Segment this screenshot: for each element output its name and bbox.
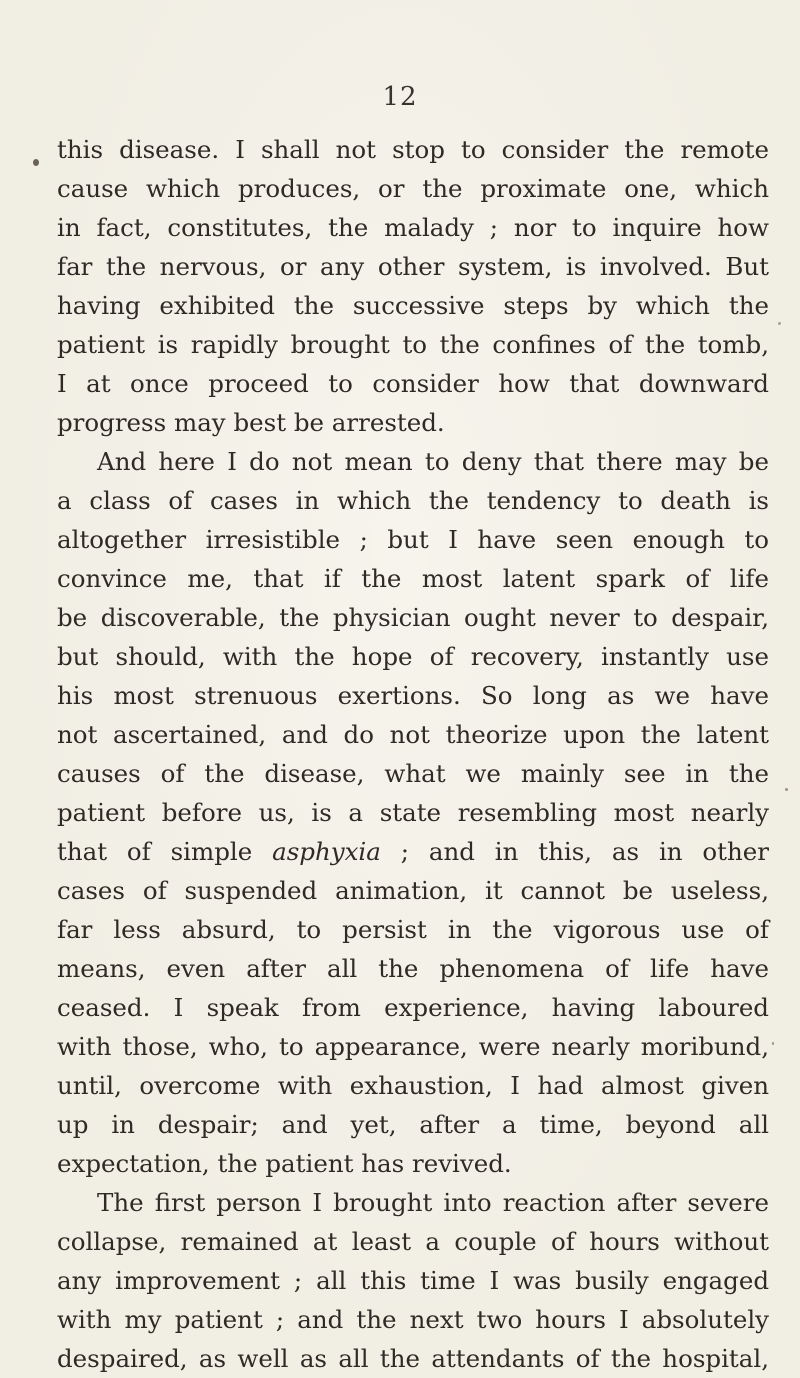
text-line: patient before us, is a state resembling most nearly bbox=[57, 798, 769, 827]
text-line: in fact, constitutes, the malady ; nor to inquire how bbox=[57, 213, 769, 242]
text-line: having exhibited the successive steps by which the bbox=[57, 291, 769, 320]
text-line: not ascertained, and do not theorize upon the latent bbox=[57, 720, 769, 749]
text-line: convince me, that if the most latent spark of life bbox=[57, 564, 769, 593]
text-line: but should, with the hope of recovery, instantly use bbox=[57, 642, 769, 671]
text-line: collapse, remained at least a couple of hours without bbox=[57, 1227, 769, 1256]
text-fragment: ; and in this, as in other bbox=[380, 837, 769, 866]
text-line: despaired, as well as all the attendants of the hospital, bbox=[57, 1344, 769, 1373]
page-number: 12 bbox=[382, 82, 418, 112]
text-line: patient is rapidly brought to the confines of the tomb, bbox=[57, 330, 769, 359]
text-line: means, even after all the phenomena of life have bbox=[57, 954, 769, 983]
text-line: cases of suspended animation, it cannot be useless, bbox=[57, 876, 769, 905]
text-line: his most strenuous exertions. So long as we have bbox=[57, 681, 769, 710]
text-line: The first person I brought into reaction after severe bbox=[97, 1188, 769, 1217]
text-line: cause which produces, or the proximate one, which bbox=[57, 174, 769, 203]
text-line: far less absurd, to persist in the vigorous use of bbox=[57, 915, 769, 944]
text-fragment: that of simple bbox=[57, 837, 273, 866]
body-text bbox=[57, 130, 769, 1378]
text-line: And here I do not mean to deny that there may be bbox=[97, 447, 769, 476]
text-line: I at once proceed to consider how that downward bbox=[57, 369, 769, 398]
italic-term: asphyxia bbox=[272, 837, 381, 866]
text-line: progress may best be arrested. bbox=[57, 408, 445, 437]
text-line: until, overcome with exhaustion, I had almost given bbox=[57, 1071, 769, 1100]
text-line: causes of the disease, what we mainly see in the bbox=[57, 759, 769, 788]
text-line: altogether irresistible ; but I have seen enough to bbox=[57, 525, 769, 554]
text-line: a class of cases in which the tendency to death is bbox=[57, 486, 769, 515]
text-line: this disease. I shall not stop to consider the remote bbox=[57, 135, 769, 164]
text-line: up in despair; and yet, after a time, beyond all bbox=[57, 1110, 769, 1139]
text-line: any improvement ; all this time I was busily engaged bbox=[57, 1266, 769, 1295]
text-line: with those, who, to appearance, were nearly moribund, bbox=[57, 1032, 769, 1061]
text-line: with my patient ; and the next two hours I absolutely bbox=[57, 1305, 769, 1334]
text-line-with-italic bbox=[57, 832, 769, 871]
text-line: ceased. I speak from experience, having laboured bbox=[57, 993, 769, 1022]
text-line: be discoverable, the physician ought never to despair, bbox=[57, 603, 769, 632]
text-line: expectation, the patient has revived. bbox=[57, 1149, 512, 1178]
text-line: far the nervous, or any other system, is involved. But bbox=[57, 252, 769, 281]
